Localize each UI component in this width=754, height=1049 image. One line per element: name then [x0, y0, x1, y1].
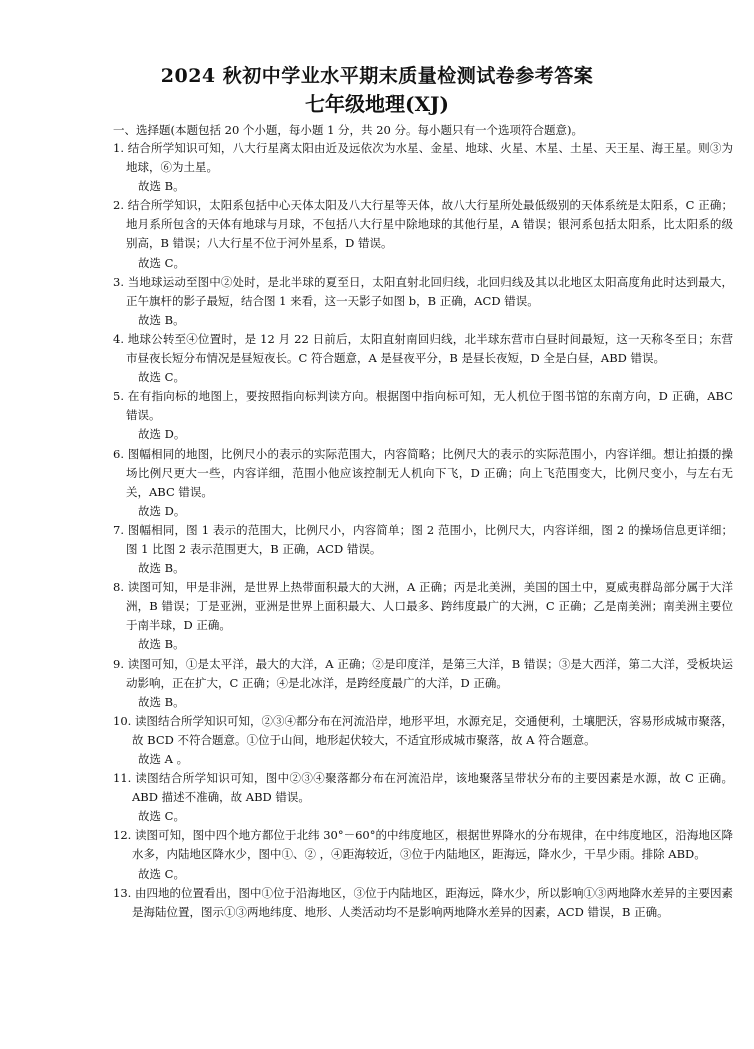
answer-choice: 故选 B。 — [138, 694, 185, 709]
section-heading: 一、选择题(本题包括 20 个小题，每小题 1 分，共 20 分。每小题只有一个选项符合题意)。 — [113, 123, 583, 137]
answer-item-12 — [113, 826, 733, 883]
answer-choice: 故选 D。 — [138, 503, 186, 518]
answer-item-text: 12. 读图可知，图中四个地方都位于北纬 30°－60°的中纬度地区，根据世界降水的分布规律，在中纬度地区，沿海地区降水多，内陆地区降水少，图中①、② ，④距海较近，③位于内陆地区，距海远，降水少，干旱少雨。排除 ABD。 — [113, 828, 733, 862]
answer-item-5 — [113, 387, 733, 444]
answer-item-text: 8. 读图可知，甲是非洲，是世界上热带面积最大的大洲，A 正确；丙是北美洲，美国的国土中，夏威夷群岛部分属于大洋洲，B 错误；丁是亚洲，亚洲是世界上面积最大、人口最多、跨纬度最广的大洲，C 正确；乙是南美洲；南美洲主要位于南半球，D 正确。 — [113, 580, 733, 633]
answer-item-13 — [113, 884, 733, 922]
answer-choice: 故选 D。 — [138, 427, 186, 442]
answer-item-6 — [113, 445, 733, 521]
page-title: 2024 秋初中学业水平期末质量检测试卷参考答案 — [160, 65, 594, 87]
answer-choice: 故选 C。 — [138, 866, 185, 881]
answer-choice: 故选 B。 — [138, 312, 185, 327]
answer-item-text: 11. 读图结合所学知识可知，图中②③④聚落都分布在河流沿岸，该地聚落呈带状分布的主要因素是水源，故 C 正确。ABD 描述不准确，故 ABD 错误。 — [113, 771, 733, 805]
answer-choice: 故选 C。 — [138, 370, 185, 385]
answer-item-7 — [113, 521, 733, 578]
answer-choice: 故选 C。 — [138, 255, 185, 270]
answer-item-text: 9. 读图可知，①是太平洋，最大的大洋，A 正确；②是印度洋，是第三大洋，B 错误；③是大西洋，第二大洋，受板块运动影响，正在扩大，C 正确；④是北冰洋，是跨经度最广的大洋，D 正确。 — [113, 656, 733, 690]
answer-item-1 — [113, 139, 733, 196]
answer-choice: 故选 B。 — [138, 637, 185, 652]
answer-item-8 — [113, 578, 733, 654]
answer-choice: 故选 C。 — [138, 809, 185, 824]
answer-item-text: 2. 结合所学知识，太阳系包括中心天体太阳及八大行星等天体，故八大行星所处最低级别的天体系统是太阳系，C 正确；地月系所包含的天体有地球与月球，不包括八大行星中除地球的其他行星，A 错误；银河系包括太阳系，比太阳系的级别高，B 错误；八大行星不位于河外星系，D 错误。 — [113, 198, 733, 251]
answer-item-11 — [113, 769, 733, 826]
answer-item-text: 7. 图幅相同，图 1 表示的范围大，比例尺小，内容简单；图 2 范围小，比例尺大，内容详细，图 2 的操场信息更详细；图 1 比图 2 表示范围更大，B 正确，ACD 错误。 — [113, 522, 733, 556]
answer-list — [113, 139, 733, 922]
answer-item-text: 3. 当地球运动至图中②处时，是北半球的夏至日，太阳直射北回归线，北回归线及其以北地区太阳高度角此时达到最大，正午旗杆的影子最短，结合图 1 来看，这一天影子如图 b，B 正确，ACD 错误。 — [113, 274, 733, 308]
answer-item-text: 1. 结合所学知识可知，八大行星离太阳由近及远依次为水星、金星、地球、火星、木星、土星、天王星、海王星。则③为地球，⑥为土星。 — [113, 141, 733, 175]
answer-choice: 故选 B。 — [138, 561, 185, 576]
answer-item-text: 6. 图幅相同的地图，比例尺小的表示的实际范围大，内容简略；比例尺大的表示的实际范围小，内容详细。想让拍摄的操场比例尺更大一些，内容详细，范围小他应该控制无人机向下飞，D 正确；向上飞范围变大，比例尺变小，与左右无关，ABC 错误。 — [113, 446, 733, 499]
answer-choice: 故选 A 。 — [138, 752, 189, 766]
answer-item-3 — [113, 273, 733, 330]
answer-item-text: 13. 由四地的位置看出，图中①位于沿海地区，③位于内陆地区，距海远，降水少，所以影响①③两地降水差异的主要因素是海陆位置，图示①③两地纬度、地形、人类活动均不是影响两地降水差异的因素，ACD 错误，B 正确。 — [113, 885, 733, 919]
answer-item-4 — [113, 330, 733, 387]
answer-item-10 — [113, 712, 733, 769]
answer-item-text: 10. 读图结合所学知识可知，②③④都分布在河流沿岸，地形平坦，水源充足，交通便利，土壤肥沃，容易形成城市聚落，故 BCD 不符合题意。①位于山间，地形起伏较大，不适宜形成城市聚落，故 A 符合题意。 — [113, 713, 733, 747]
answer-choice: 故选 B。 — [138, 179, 185, 194]
answer-item-2 — [113, 196, 733, 272]
answer-item-text: 5. 在有指向标的地图上，要按照指向标判读方向。根据图中指向标可知，无人机位于图书馆的东南方向，D 正确，ABC 错误。 — [113, 389, 733, 423]
answer-item-9 — [113, 655, 733, 712]
answer-item-text: 4. 地球公转至④位置时，是 12 月 22 日前后，太阳直射南回归线，北半球东营市白昼时间最短，这一天称冬至日；东营市昼夜长短分布情况是昼短夜长。C 符合题意，A 是昼夜平分，B 是昼长夜短，D 全是白昼，ABD 错误。 — [113, 331, 733, 366]
page-subtitle: 七年级地理(XJ) — [305, 92, 449, 116]
